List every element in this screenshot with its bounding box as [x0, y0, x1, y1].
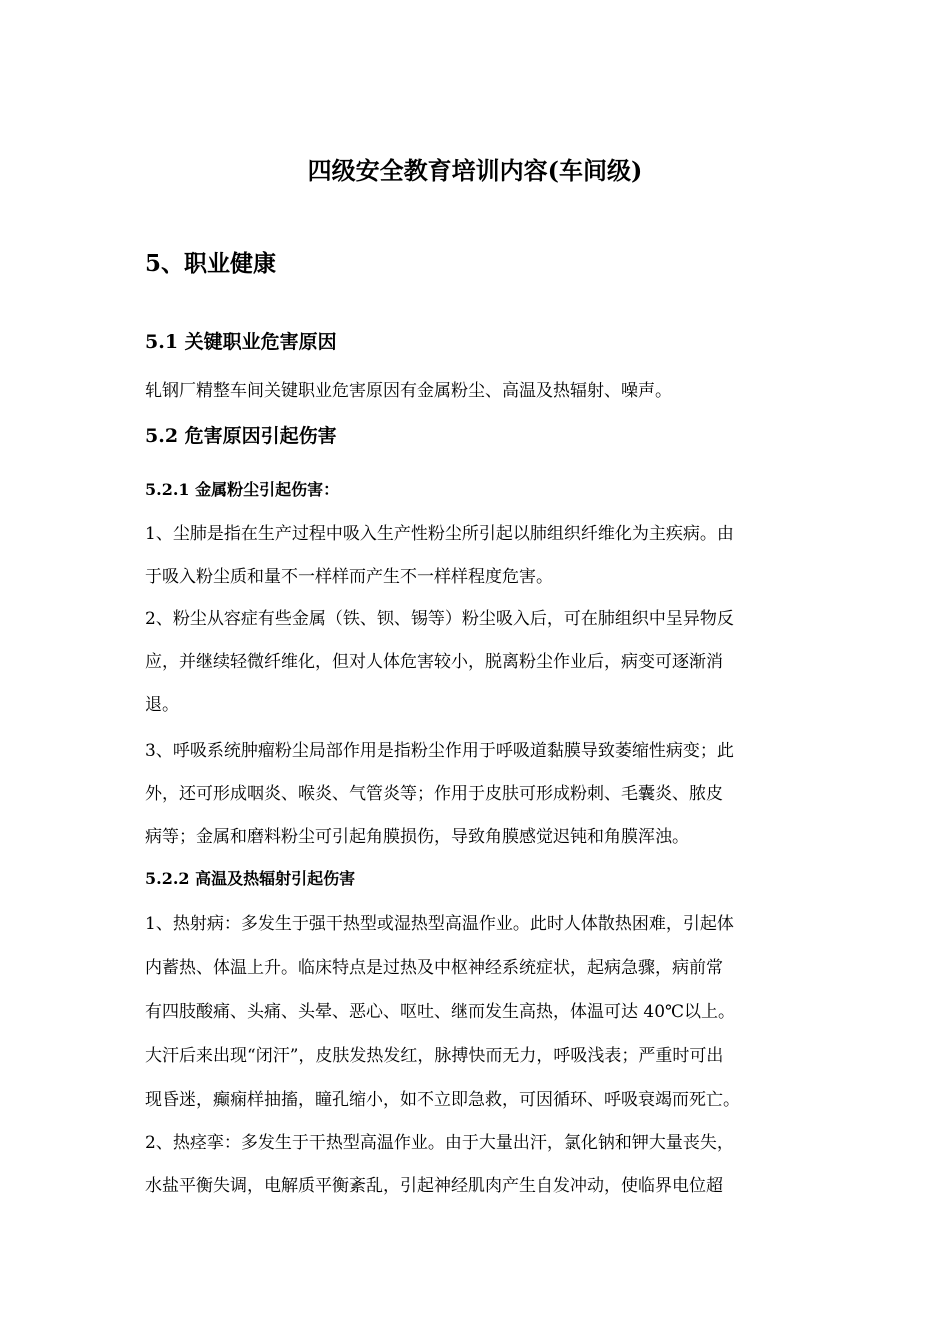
paragraph-line: 2、热痉挛：多发生于干热型高温作业。由于大量出汗，氯化钠和钾大量丧失， — [145, 1133, 734, 1153]
paragraph-line: 水盐平衡失调，电解质平衡紊乱，引起神经肌肉产生自发冲动，使临界电位超 — [145, 1176, 723, 1196]
paragraph-line: 病等；金属和磨料粉尘可引起角膜损伤，导致角膜感觉迟钝和角膜浑浊。 — [145, 827, 689, 847]
paragraph-line: 大汗后来出现“闭汗”，皮肤发热发红，脉搏快而无力，呼吸浅表；严重时可出 — [145, 1046, 724, 1066]
paragraph-line: 于吸入粉尘质和量不一样样而产生不一样样程度危害。 — [145, 567, 553, 587]
section-5-heading: 5、职业健康 — [145, 250, 277, 277]
paragraph-line: 退。 — [145, 695, 179, 715]
paragraph-line: 外，还可形成咽炎、喉炎、气管炎等；作用于皮肤可形成粉刺、毛囊炎、脓皮 — [145, 784, 723, 804]
paragraph-line: 1、尘肺是指在生产过程中吸入生产性粉尘所引起以肺组织纤维化为主疾病。由 — [145, 524, 734, 544]
paragraph-line: 现昏迷，癫痫样抽搐，瞳孔缩小，如不立即急救，可因循环、呼吸衰竭而死亡。 — [145, 1090, 740, 1110]
section-5-1-text: 轧钢厂精整车间关键职业危害原因有金属粉尘、高温及热辐射、噪声。 — [145, 381, 672, 401]
section-5-1-heading: 5.1 关键职业危害原因 — [145, 331, 337, 353]
paragraph-line: 内蓄热、体温上升。临床特点是过热及中枢神经系统症状，起病急骤，病前常 — [145, 958, 723, 978]
paragraph-line: 应，并继续轻微纤维化，但对人体危害较小，脱离粉尘作业后，病变可逐渐消 — [145, 652, 723, 672]
document-title: 四级安全教育培训内容(车间级) — [307, 156, 643, 185]
paragraph-line: 有四肢酸痛、头痛、头晕、恶心、呕吐、继而发生高热，体温可达 40℃以上。 — [145, 1002, 736, 1022]
section-5-2-1-heading: 5.2.1 金属粉尘引起伤害： — [145, 480, 340, 499]
paragraph-line: 3、呼吸系统肿瘤粉尘局部作用是指粉尘作用于呼吸道黏膜导致萎缩性病变；此 — [145, 741, 734, 761]
paragraph-line: 2、粉尘从容症有些金属（铁、钡、锡等）粉尘吸入后，可在肺组织中呈异物反 — [145, 609, 734, 629]
paragraph-line: 1、热射病：多发生于强干热型或湿热型高温作业。此时人体散热困难，引起体 — [145, 914, 734, 934]
section-5-2-heading: 5.2 危害原因引起伤害 — [145, 425, 337, 447]
section-5-2-2-heading: 5.2.2 高温及热辐射引起伤害 — [145, 869, 356, 888]
